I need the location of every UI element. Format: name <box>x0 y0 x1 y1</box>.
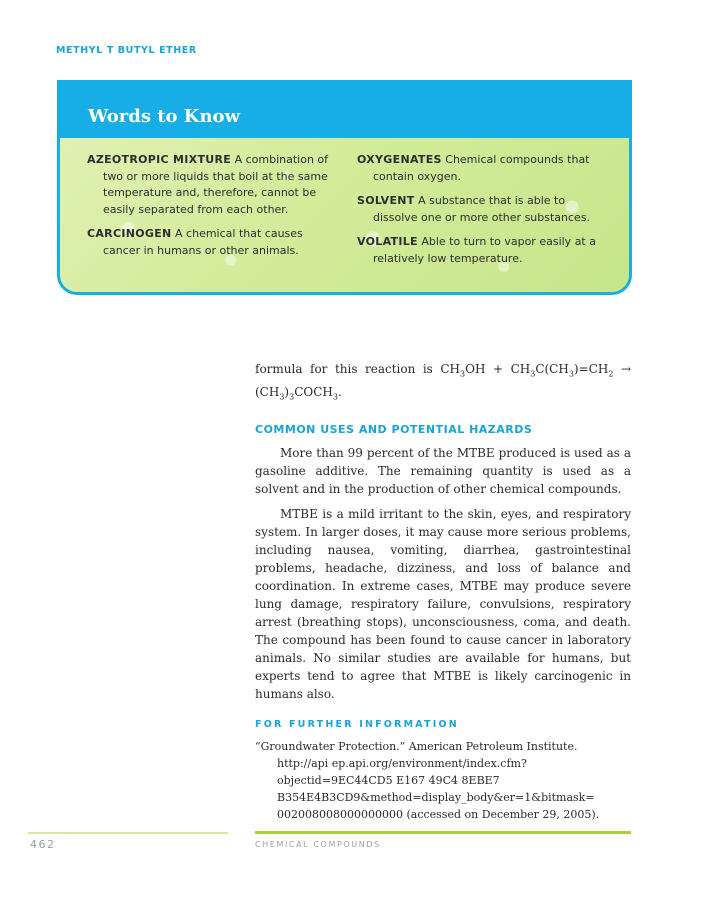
reference-url-line[interactable]: B354E4B3CD9&method=display_body&er=1&bitmask= <box>277 791 595 804</box>
footer-rule <box>255 831 631 834</box>
words-to-know-left-column <box>87 152 342 267</box>
further-info-heading: FOR FURTHER INFORMATION <box>255 719 459 730</box>
words-to-know-title: Words to Know <box>88 106 241 127</box>
glossary-term: CARCINOGEN <box>87 227 172 240</box>
words-to-know-header <box>60 80 629 138</box>
footer-rule-left <box>28 832 228 834</box>
glossary-entry <box>357 193 607 226</box>
words-to-know-right-column <box>357 152 607 275</box>
glossary-entry <box>357 152 607 185</box>
glossary-term: SOLVENT <box>357 194 415 207</box>
running-head: METHYL T BUTYL ETHER <box>56 45 197 56</box>
glossary-term: OXYGENATES <box>357 153 442 166</box>
glossary-entry <box>87 226 342 259</box>
glossary-definition: A combination of two or more liquids that boil at the same temperature and, therefore, cannot be easily separated from each other. <box>103 153 329 216</box>
body-paragraph: More than 99 percent of the MTBE produced is used as a gasoline additive. The remaining quantity is used as a solvent and in the production of other chemical compounds. <box>255 446 631 496</box>
section-body <box>255 444 631 710</box>
reference-url-line: 002008008000000000 (accessed on December 29, 2005). <box>277 808 600 821</box>
glossary-entry <box>87 152 342 218</box>
further-info-reference <box>255 738 631 823</box>
words-to-know-box <box>57 80 632 295</box>
section-heading: COMMON USES AND POTENTIAL HAZARDS <box>255 423 533 436</box>
reference-title: “Groundwater Protection.” American Petroleum Institute. <box>255 740 578 753</box>
glossary-term: VOLATILE <box>357 235 418 248</box>
body-paragraph: MTBE is a mild irritant to the skin, eyes, and respiratory system. In larger doses, it may cause more serious problems, including nausea, vomiting, diarrhea, gastrointestinal problems, headache, dizziness, and loss of balance and coordination. In extreme cases, MTBE may produce severe lung damage, respiratory failure, convulsions, respiratory arrest (breathing stops), unconsciousness, coma, and death. The compound has been found to cause cancer in laboratory animals. No similar studies are available for humans, but experts tend to agree that MTBE is likely carcinogenic in humans also. <box>255 507 631 701</box>
footer-book-title: CHEMICAL COMPOUNDS <box>255 840 381 849</box>
glossary-term: AZEOTROPIC MIXTURE <box>87 153 232 166</box>
glossary-definition: Able to turn to vapor easily at a relatively low temperature. <box>373 235 596 265</box>
glossary-definition: A substance that is able to dissolve one or more other substances. <box>373 194 591 224</box>
page-number: 462 <box>30 838 56 851</box>
reference-url-line[interactable]: objectid=9EC44CD5 E167 49C4 8EBE7 <box>277 774 500 787</box>
glossary-entry <box>357 234 607 267</box>
glossary-definition: Chemical compounds that contain oxygen. <box>373 153 590 183</box>
glossary-definition: A chemical that causes cancer in humans or other animals. <box>103 227 303 257</box>
reaction-formula: formula for this reaction is $CH_3OH + CH_3C(CH_3)=CH_2$ → $(CH_3)_3COCH_3$. <box>255 362 631 402</box>
reference-url-line[interactable]: http://api ep.api.org/environment/index.cfm? <box>277 757 527 770</box>
